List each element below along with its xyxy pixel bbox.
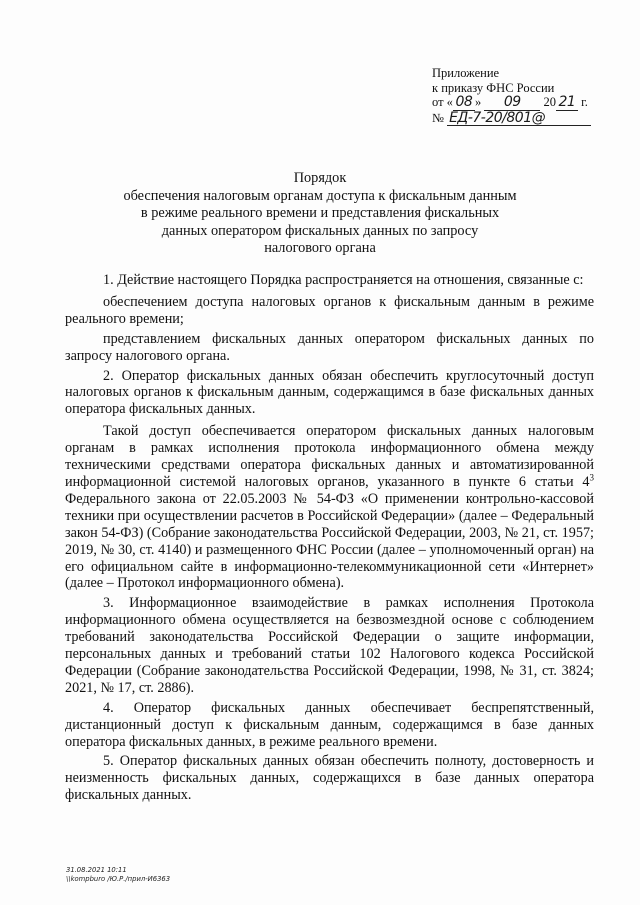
title-line: данных оператором фискальных данных по запросу <box>161 222 479 239</box>
paragraph: 2. Оператор фискальных данных обязан обеспечить круглосуточный доступ налоговых органов к фискальным данным, содержащимся в базе фискальных данных оператора фискальных данных. <box>65 367 594 418</box>
order-reference: к приказу ФНС России <box>432 80 555 95</box>
paragraph: Такой доступ обеспечивается оператором фискальных данных налоговым органам в рамках исполнения протокола информационного обмена между техническими средствами оператора фискальных данных и автоматизированной информационной системой налоговых органов, указанного в пункте 6 статьи $4^3$ Федерального закона от 22.05.2003 № 54-ФЗ «О применении контрольно-кассовой техники при осуществлении расчетов в Российской Федерации» (далее – Федеральный закон 54-ФЗ) (Собрание законодательства Российской Федерации, 2003, № 21, ст. 1957; 2019, № 30, ст. 4140) и размещенного ФНС России (далее – уполномоченный орган) на его официальном сайте в информационно-телекоммуникационной сети «Интернет» (далее – Протокол информационного обмена). <box>65 423 594 592</box>
paragraph: 3. Информационное взаимодействие в рамках исполнения Протокола информационного обмена осуществляется на безвозмездной основе с соблюдением требований законодательства Российской Федерации о защите информации, персональных данных и требований статьи 102 Налогового кодекса Российской Федерации (Собрание законодательства Российской Федерации, 1998, № 31, ст. 3824; 2021, № 17, ст. 2886). <box>65 595 594 696</box>
document-title <box>0 170 640 258</box>
order-number: № ЕД-7-20/801@ <box>432 111 591 127</box>
paragraph: 1. Действие настоящего Порядка распространяется на отношения, связанные с: <box>103 272 584 288</box>
paragraph: 4. Оператор фискальных данных обеспечивает беспрепятственный, дистанционный доступ к фискальным данным, содержащимся в базе данных оператора фискальных данных, в режиме реального времени. <box>65 699 594 750</box>
order-date: от « 08 » 09 20 21 г. <box>432 94 588 110</box>
title-line: Порядок <box>293 170 347 186</box>
document-body <box>65 272 594 807</box>
date-day: 08 <box>453 95 475 111</box>
footer-doc-ref: \\kompburo /Ю.Р./прил-И6363 <box>66 875 171 883</box>
title-line: обеспечения налоговым органам доступа к фискальным данным <box>123 187 517 204</box>
order-number-value: ЕД-7-20/801@ <box>447 111 591 127</box>
paragraph: 5. Оператор фискальных данных обязан обеспечить полноту, достоверность и неизменность фискальных данных, содержащихся в базе данных оператора фискальных данных. <box>65 753 594 804</box>
appendix-header <box>432 66 591 126</box>
date-month: 09 <box>484 95 540 111</box>
appendix-label: Приложение <box>432 66 500 80</box>
paragraph: обеспечением доступа налоговых органов к фискальным данным в режиме реального времени; <box>65 293 594 327</box>
title-line: в режиме реального времени и представления фискальных <box>140 205 500 222</box>
document-footer <box>66 866 170 884</box>
title-line: налогового органа <box>264 240 376 257</box>
paragraph: представлением фискальных данных оператором фискальных данных по запросу налогового органа. <box>65 330 594 364</box>
footer-timestamp: 31.08.2021 10:11 <box>66 866 127 874</box>
date-year: 21 <box>556 95 578 111</box>
